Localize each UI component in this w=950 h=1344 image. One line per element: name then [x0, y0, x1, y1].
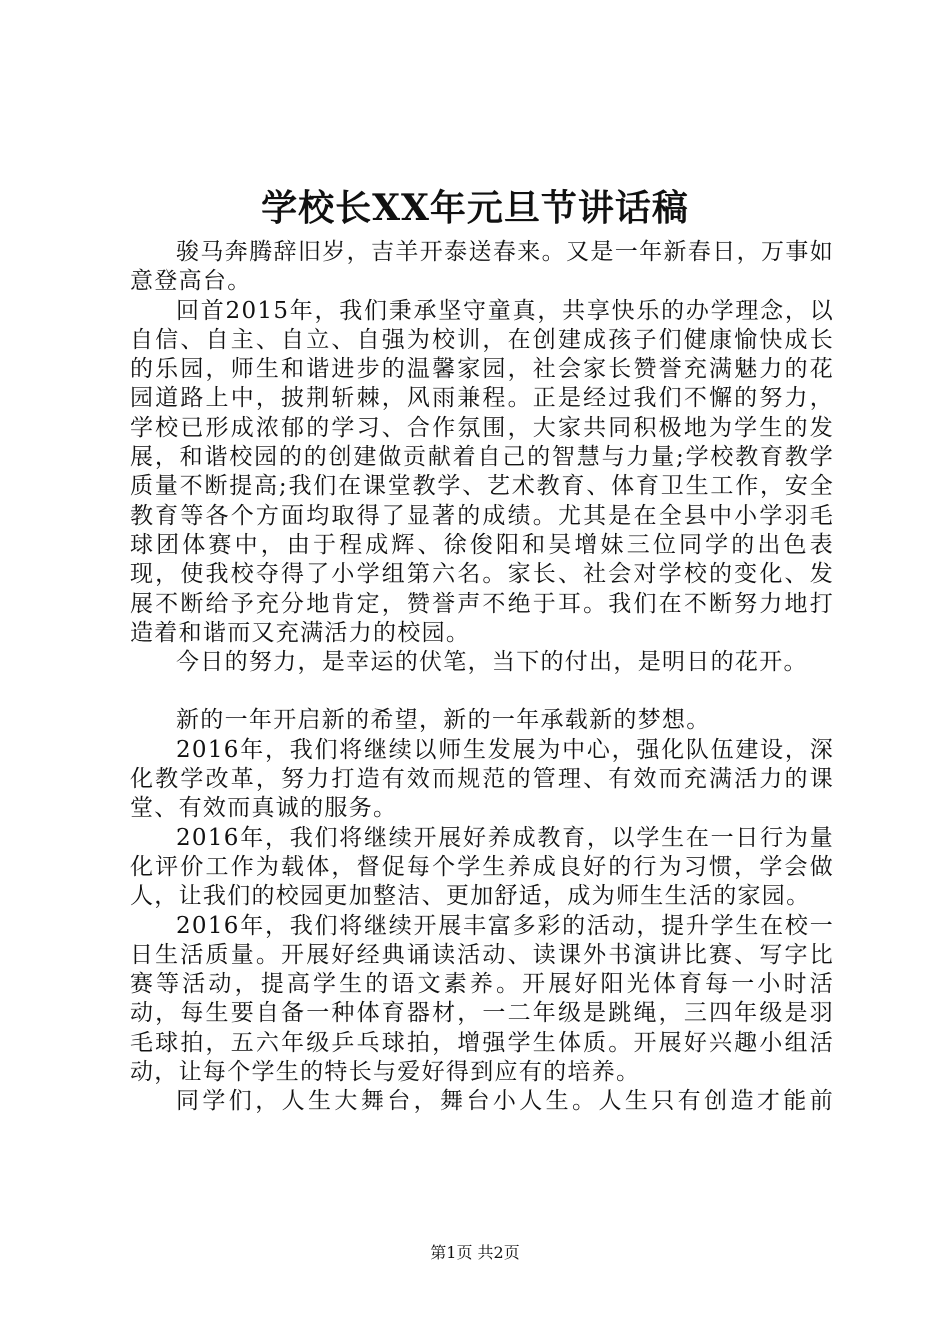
paragraph-opening: 骏马奔腾辞旧岁，吉羊开泰送春来。又是一年新春日，万事如意登高台。	[130, 239, 834, 295]
paragraph-new-year: 新的一年开启新的希望，新的一年承载新的梦想。	[176, 707, 711, 734]
paragraph-review-2015: 回首2015年，我们秉承坚守童真，共享快乐的办学理念，以自信、自主、自立、自强为校训，在创建成孩子们健康愉快成长的乐园，师生和谐进步的温馨家园，社会家长赞誉充满魅力的花园道路上中，披荆斩棘，风雨兼程。正是经过我们不懈的努力，学校已形成浓郁的学习、合作氛围，大家共同积极地为学生的发展，和谐校园的的创建做贡献着自己的智慧与力量;学校教育教学质量不断提高;我们在课堂教学、艺术教育、体育卫生工作，安全教育等各个方面均取得了显著的成绩。尤其是在全县中小学羽毛球团体赛中，由于程成辉、徐俊阳和吴增妹三位同学的出色表现，使我校夺得了小学组第六名。家长、社会对学校的变化、发展不断给予充分地肯定，赞誉声不绝于耳。我们在不断努力地打造着和谐而又充满活力的校园。	[130, 297, 834, 646]
paragraph-plan-2: 2016年，我们将继续开展好养成教育，以学生在一日行为量化评价工作为载体，督促每个学生养成良好的行为习惯，学会做人，让我们的校园更加整洁、更加舒适，成为师生生活的家园。	[130, 824, 834, 910]
document-body	[130, 238, 834, 1117]
page-title: 学校长XX年元旦节讲话稿	[261, 187, 689, 229]
paragraph-plan-3: 2016年，我们将继续开展丰富多彩的活动，提升学生在校一日生活质量。开展好经典诵读活动、读课外书演讲比赛、写字比赛等活动，提高学生的语文素养。开展好阳光体育每一小时活动，每生要自备一种体育器材，一二年级是跳绳，三四年级是羽毛球拍，五六年级乒乓球拍，增强学生体质。开展好兴趣小组活动，让每个学生的特长与爱好得到应有的培养。	[130, 912, 834, 1086]
paragraph-plan-1: 2016年，我们将继续以师生发展为中心，强化队伍建设，深化教学改革，努力打造有效而规范的管理、有效而充满活力的课堂、有效而真诚的服务。	[130, 736, 834, 822]
paragraph-closing: 同学们，人生大舞台，舞台小人生。人生只有创造才能前	[176, 1088, 834, 1115]
paragraph-effort: 今日的努力，是幸运的伏笔，当下的付出，是明日的花开。	[176, 649, 808, 676]
paragraph-spacer	[130, 677, 834, 706]
page-number: 第1页 共2页	[430, 1243, 520, 1262]
